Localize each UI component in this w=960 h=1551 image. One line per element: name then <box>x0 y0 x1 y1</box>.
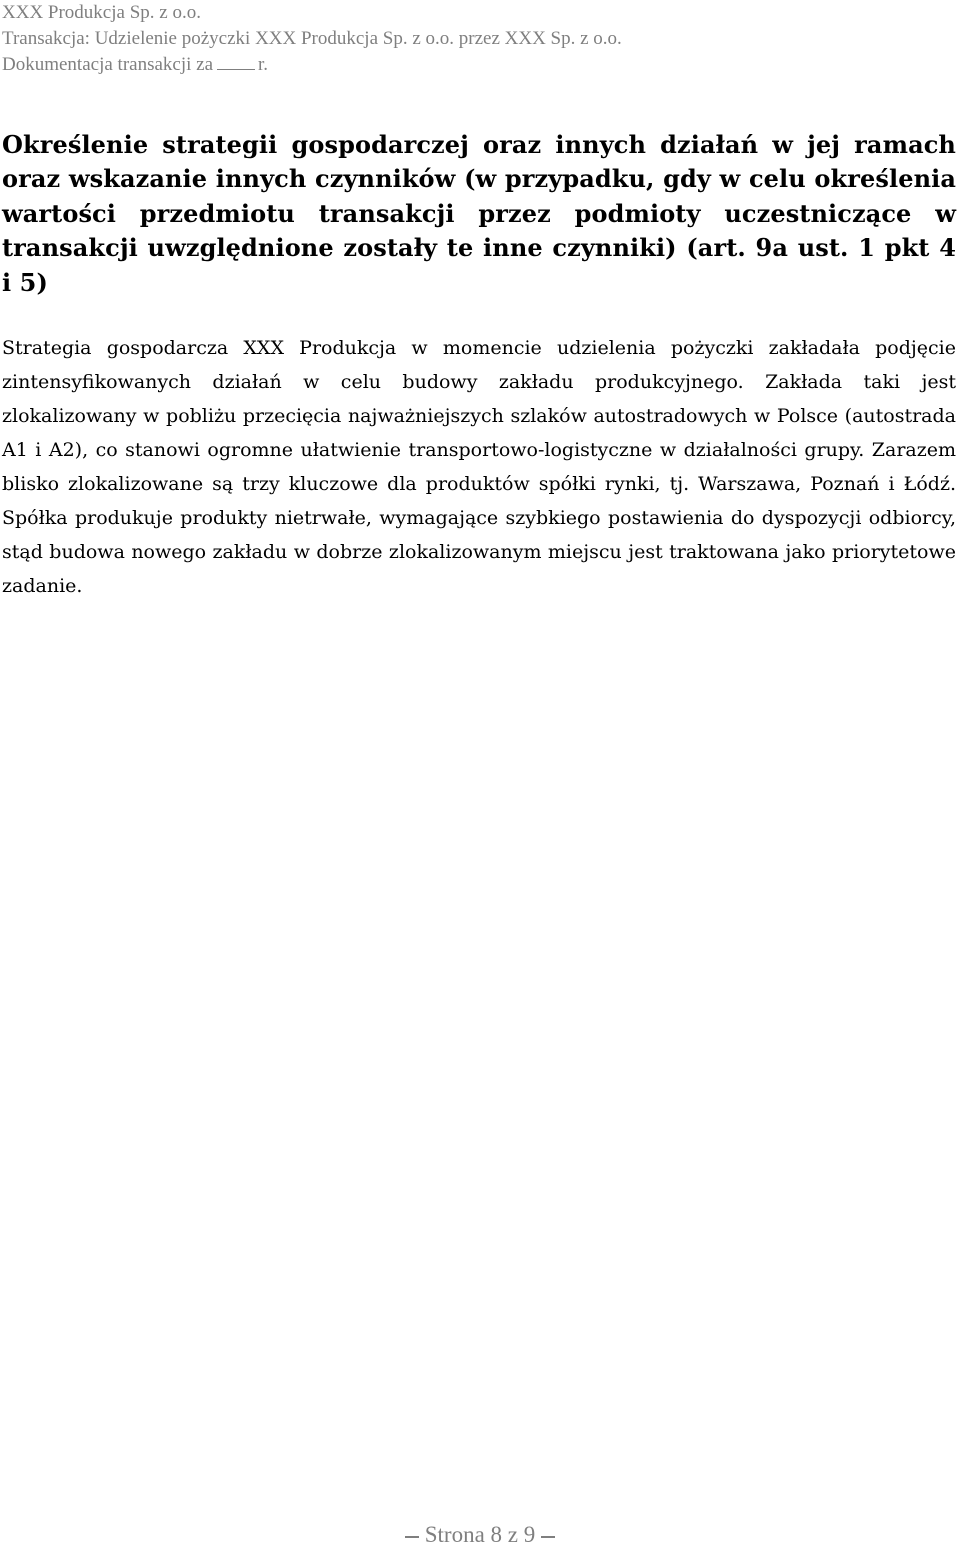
header-company: XXX Produkcja Sp. z o.o. <box>2 2 201 23</box>
header-documentation-suffix: r. <box>258 54 269 75</box>
header-documentation-prefix: Dokumentacja transakcji za <box>2 54 214 75</box>
footer-dash-right <box>541 1536 555 1538</box>
page-footer <box>0 1520 960 1550</box>
date-blank-line <box>217 54 255 70</box>
header-transaction: Transakcja: Udzielenie pożyczki XXX Produkcja Sp. z o.o. przez XXX Sp. z o.o. <box>2 28 622 49</box>
footer-dash-left <box>405 1536 419 1538</box>
page-header <box>2 0 952 78</box>
page-number: Strona 8 z 9 <box>424 1522 536 1547</box>
section-paragraph: Strategia gospodarcza XXX Produkcja w momencie udzielenia pożyczki zakładała podjęcie zintensyfikowanych działań w celu budowy zakładu produkcyjnego. Zakłada taki jest zlokalizowany w pobliżu przecięcia najważniejszych szlaków autostradowych w Polsce (autostrada A1 i A2), co stanowi ogromne ułatwienie transportowo-logistyczne w działalności grupy. Zarazem blisko zlokalizowane są trzy kluczowe dla produktów spółki rynki, tj. Warszawa, Poznań i Łódź. Spółka produkuje produkty nietrwałe, wymagające szybkiego postawienia do dyspozycji odbiorcy, stąd budowa nowego zakładu w dobrze zlokalizowanym miejscu jest traktowana jako priorytetowe zadanie. <box>2 337 956 597</box>
header-documentation <box>2 52 952 78</box>
section-title: Określenie strategii gospodarczej oraz innych działań w jej ramach oraz wskazanie innych czynników (w przypadku, gdy w celu określenia wartości przedmiotu transakcji przez podmioty uczestniczące w transakcji uwzględnione zostały te inne czynniki) (art. 9a ust. 1 pkt 4 i 5) <box>2 130 956 297</box>
